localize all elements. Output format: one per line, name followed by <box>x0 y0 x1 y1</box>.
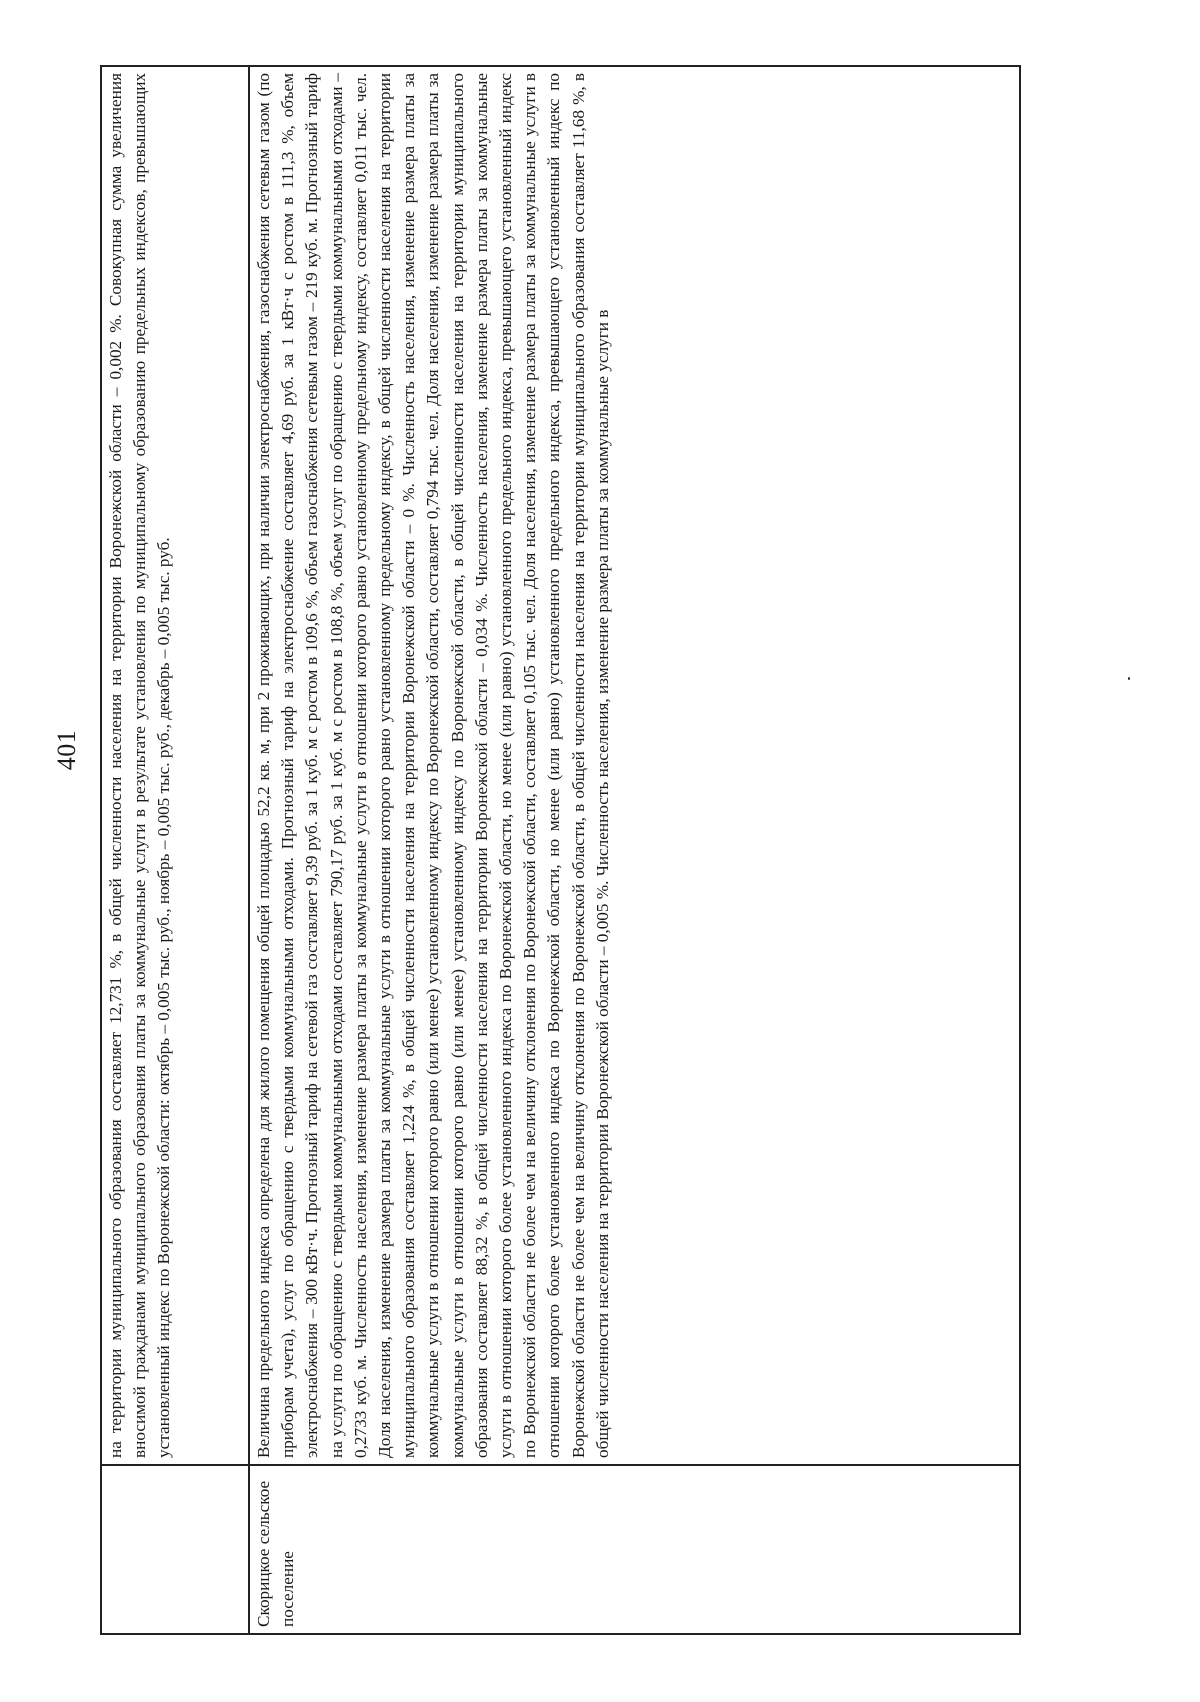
table-row <box>249 66 1020 1634</box>
municipality-name-cell <box>101 1465 249 1634</box>
description-cell <box>249 66 1020 1465</box>
page-number: 401 <box>52 729 81 771</box>
description-text: на территории муниципального образования составляет 12,731 %, в общей численности населения на территории Воронежской области – 0,002 %. Совокупная сумма увеличения вносимой гражданами муниципального образования платы за коммунальные услуги в результате установления по муниципальному образованию предельных индексов, превышающих установленный индекс по Воронежской области: октябрь – 0,005 тыс. руб., ноябрь – 0,005 тыс. руб., декабрь – 0,005 тыс. руб. <box>106 73 174 1458</box>
table-row <box>101 66 249 1634</box>
description-text: Величина предельного индекса определена для жилого помещения общей площадью 52,2 кв. м, при 2 проживающих, при наличии электроснабжения, газоснабжения сетевым газом (по приборам учета), услуг по обращению с твердыми коммунальными отходами. Прогнозный тариф на электроснабжение составляет 4,69 руб. за 1 кВт·ч с ростом в 111,3 %, объем электроснабжения – 300 кВт·ч. Прогнозный тариф на сетевой газ составляет 9,39 руб. за 1 куб. м с ростом в 109,6 %, объем газоснабжения сетевым газом – 219 куб. м. Прогнозный тариф на услуги по обращению с твердыми коммунальными отходами составляет 790,17 руб. за 1 куб. м с ростом в 108,8 %, объем услуг по обращению с твердыми коммунальными отходами – 0,2733 куб. м. Численность населения, изменение размера платы за коммунальные услуги в отношении которого равно установленному предельному индексу, составляет 0,011 тыс. чел. Доля населения, изменение размера платы за коммунальные услуги в отношении которого равно установленному предельному индексу, в общей численности населения на территории муниципального образования составляет 1,224 %, в общей численности населения на территории Воронежской области – 0 %. Численность населения, изменение размера платы за коммунальные услуги в отношении которого равно (или менее) установленному индексу по Воронежской области, составляет 0,794 тыс. чел. Доля населения, изменение размера платы за коммунальные услуги в отношении которого равно (или менее) установленному индексу по Воронежской области, в общей численности населения на территории муниципального образования составляет 88,32 %, в общей численности населения на территории Воронежской области – 0,034 %. Численность населения, изменение размера платы за коммунальные услуги в отношении которого более установленного индекса по Воронежской области, но менее (или равно) установленного предельного индекса, превышающего установленный индекс по Воронежской области не более чем на величину отклонения по Воронежской области, составляет 0,105 тыс. чел. Доля населения, изменение размера платы за коммунальные услуги в отношении которого более установленного индекса по Воронежской области, но менее (или равно) установленного предельного индекса, превышающего установленный индекс по Воронежской области не более чем на величину отклонения по Воронежской области, в общей численности населения на территории муниципального образования составляет 11,68 %, в общей численности населения на территории Воронежской области – 0,005 %. Численность населения, изменение размера платы за коммунальные услуги в <box>254 73 612 1458</box>
description-cell <box>101 66 249 1465</box>
municipality-table <box>100 65 1021 1635</box>
municipality-name: Скорицкое сельское поселение <box>254 1480 298 1627</box>
municipality-name-cell <box>249 1465 1020 1634</box>
scan-artifact <box>1128 677 1130 680</box>
